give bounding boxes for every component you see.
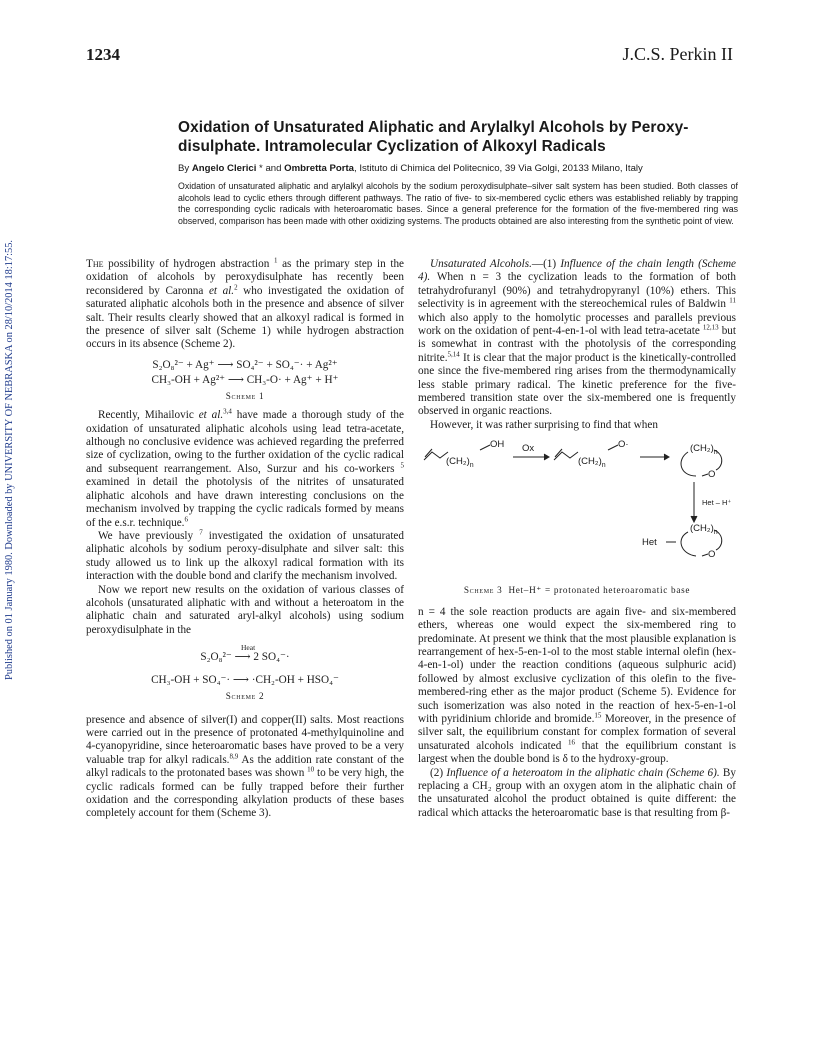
reference-mark: 2 xyxy=(234,283,238,292)
text: et al. xyxy=(198,409,224,422)
text: (Scheme 4). xyxy=(418,258,737,284)
scheme-2-caption: Scheme 2 xyxy=(225,691,265,702)
scheme-1-caption: Scheme 1 xyxy=(225,390,265,401)
section-heading: Unsaturated Alcohols. xyxy=(430,258,532,270)
right-column xyxy=(418,258,736,820)
reference-mark: 3,4 xyxy=(223,407,232,416)
reference-mark: 12,13 xyxy=(702,323,719,332)
text: n xyxy=(713,449,718,457)
paragraph-intro xyxy=(86,258,404,352)
ch2n-label-1 xyxy=(446,455,474,468)
download-notice xyxy=(4,180,20,740)
text: possibility of hydrogen abstraction xyxy=(103,258,274,270)
o-bond xyxy=(608,445,618,450)
reference-mark: 16 xyxy=(568,738,576,747)
scheme-3-diagram xyxy=(418,436,736,578)
text: presence and absence of silver(I) and copper(II) salts. Most reactions were carried out in the presence of protonated 4-methylquinoline and 4-cyanopyridine, since heteroaromatic bases have proved to be a very valuable trap for alkyl radicals. xyxy=(86,713,404,766)
text: It is clear that the major product is the kinetically-controlled one since the five-membered ring arises from the thermodynamically less stable primary radical. The kinetic preference for the five-membered transition state over the six-membered one is frequently observed in organic reactions. xyxy=(418,351,736,418)
text: Recently, Mihailovic xyxy=(98,409,199,422)
affiliation: , Istituto di Chimica del Politecnico, 39 Via Golgi, 20133 Milano, Italy xyxy=(353,163,643,174)
abstract: Oxidation of unsaturated aliphatic and arylalkyl alcohols by the sodium peroxydisulphate–silver salt system has been studied. Both classes of alcohols lead to cyclic ethers through different pathways. The ratio of five- to six-membered cyclic ethers was established reliably by trapping the corresponding cyclic radicals with heteroaromatic bases. Since a general preference for the formation of the five-membered ring was observed, comparison has been made with other oxidizing systems. The products obtained are also interesting from the synthetic point of view. xyxy=(178,181,738,226)
download-notice-text: Published on 01 January 1980. Downloaded by UNIVERSITY OF NEBRASKA on 28/10/2014 18:17:55. xyxy=(4,239,15,681)
subsection-heading: Influence of a heteroatom in the aliphatic chain xyxy=(446,766,663,779)
text: (CH₂) xyxy=(578,456,602,468)
ch2n-label-3 xyxy=(690,442,718,455)
text: but is somewhat in contrast with the photolysis of the corresponding nitrite. xyxy=(418,325,736,364)
subsection-heading: Influence of the chain length xyxy=(560,258,694,270)
reference-mark: 5,14 xyxy=(447,350,460,359)
het-h-label: Het – H⁺ xyxy=(702,498,732,508)
o-label-2: O xyxy=(708,549,716,561)
text: which also apply to the homolytic processes and parallels previous work on the oxidation of pent-4-en-1-ol with lead tetra-acetate xyxy=(418,311,736,338)
reference-mark: 7 xyxy=(199,528,203,537)
text: who investigated the oxidation of saturated aliphatic alcohols both in the presence and absence of silver salt. Their results clearly showed that an alkoxyl radical is formed in the presence of silver salt (Scheme 1) while hydrogen abstraction occurs in its absence (Scheme 2). xyxy=(86,284,404,351)
text: (Scheme 6). xyxy=(666,766,720,779)
paragraph-mihailovic xyxy=(86,409,404,530)
author-1: Angelo Clerici xyxy=(191,163,257,174)
text: Het–H⁺ = protonated heteroaromatic base xyxy=(508,585,691,596)
o-label-1: O xyxy=(708,469,716,481)
text: n xyxy=(713,529,718,537)
text: When n = 3 the cyclization leads to the formation of both tetrahydrofuranyl (90%) and tetrahydropyranyl (10%) ethers. This selectivity is in agreement with the stereochemical rules of Baldwin xyxy=(418,271,736,311)
text: n = 4 the sole reaction products are again five- and six-membered ethers, whereas one would expect the six-membered ring to predominate. At present we think that the most plausible explanation is rearrangement of hex-5-en-1-ol to the most stable internal olefin (hex-4-en-1-ol) under the reaction conditions (aqueous sulphuric acid) followed by almost exclusive cyclization of this olefin to the five-membered-ring ether as the major product (Scheme 5). Evidence for such isomerization was also noted in the reaction of hex-5-en-1-ol with pyridinium chloride and bromide. xyxy=(418,605,736,725)
scheme-1-equation-1: S₂O₈²⁻ + Ag⁺ ⟶ SO₄²⁻ + SO₄⁻· + Ag²⁺ xyxy=(152,358,338,371)
ring-1-arc xyxy=(681,452,696,476)
alkene-bond-2 xyxy=(554,452,578,460)
oh-bond xyxy=(480,445,490,450)
scheme-3-caption xyxy=(418,584,736,597)
alkene-bond xyxy=(424,452,448,460)
het-label: Het xyxy=(642,537,657,549)
journal-name: J.C.S. Perkin II xyxy=(622,44,733,64)
paragraph-new-results: Now we report new results on the oxidation of various classes of alcohols (unsaturated aliphatic with and without a heteroatom in the aliphatic chain and saturated aryl-alkyl alcohols) using sodium peroxydisulphate in the xyxy=(86,583,404,636)
text: investigated the oxidation of unsaturated aliphatic alcohols by sodium peroxy-disulphate and silver salt: this study allowed us to link up the alkoxyl radical formation with its interaction with the double bond and clarify the mechanism involved. xyxy=(86,529,404,583)
paragraph-trapping xyxy=(86,714,404,821)
reference-mark: 11 xyxy=(729,296,736,305)
paragraph-previous-work xyxy=(86,530,404,584)
text: (CH₂) xyxy=(690,523,714,535)
text: Moreover, in the presence of silver salt, the equilibrium constant for complex formation of several unsaturated alcohols indicated xyxy=(418,712,736,752)
text: have made a thorough study of the oxidation of unsaturated aliphatic alcohols using lead tetra-acetate, although no conclusive evidence was achieved regarding the preferred size of cyclization, owing to the further oxidation of the cyclic radical and subsequent rearrangement. Also, Surzur and his co-workers xyxy=(86,409,404,475)
scheme-2-equation-2: CH₃-OH + SO₄⁻· ⟶ ·CH₂-OH + HSO₄⁻ xyxy=(151,674,339,687)
text: We have previously xyxy=(98,529,200,542)
reference-mark: 1 xyxy=(273,256,278,265)
text: that the equilibrium constant is largest when the double bond is δ to the hydroxy-group. xyxy=(418,739,736,766)
oh-label: OH xyxy=(490,439,505,451)
paragraph-surprising: However, it was rather surprising to find that when xyxy=(430,418,658,431)
byline xyxy=(178,163,758,174)
text: By replacing a CH₂ group with an oxygen atom in the aliphatic chain of the unsaturated alcohol the product obtained is quite different: the radical which attacks the heteroaromatic base is that resulting from β- xyxy=(418,766,736,819)
reference-mark: 8,9 xyxy=(229,752,239,761)
text: to be very high, the cyclic radicals formed can be fully trapped before their further oxidation and the corresponding alkylation products of these bases completely account for them (Scheme 3). xyxy=(86,767,404,820)
text: (CH₂) xyxy=(690,443,714,455)
text: as the primary step in the oxidation of alcohols by peroxydisulphate has recently been reconsidered by Caronna xyxy=(86,258,405,297)
text: (CH₂) xyxy=(446,456,470,468)
text: Scheme 3 xyxy=(463,585,503,596)
author-2: Ombretta Porta xyxy=(284,163,354,174)
lead-word: The xyxy=(86,258,104,270)
left-column xyxy=(86,258,404,821)
paragraph-n4 xyxy=(418,606,736,767)
text: —(1) xyxy=(531,258,561,270)
reference-mark: 5 xyxy=(400,461,404,470)
heat-label: Heat xyxy=(241,643,256,653)
ring-2-arc xyxy=(681,532,696,556)
reference-mark: 15 xyxy=(594,711,602,720)
ch2n-label-2 xyxy=(578,455,606,468)
scheme-2-equation-1: S₂O₈²⁻ ⟶ 2 SO₄⁻· xyxy=(200,651,290,664)
text: examined in detail the photolysis of the nitrites of unsaturated aliphatic alcohols and have drawn interesting conclusions on the mechanism involved by trapping the cyclic radicals formed by means of the e.s.r. technique. xyxy=(86,476,404,529)
byline-prefix: By xyxy=(178,163,190,174)
text: (2) xyxy=(430,766,447,779)
ch2n-label-4 xyxy=(690,522,718,535)
text: n xyxy=(601,462,606,470)
article-title: Oxidation of Unsaturated Aliphatic and Arylalkyl Alcohols by Peroxy-disulphate. Intramolecular Cyclization of Alkoxyl Radicals xyxy=(178,119,689,155)
paragraph-chain-length xyxy=(418,258,736,419)
reference-mark: 6 xyxy=(184,514,188,523)
arrow-2-head xyxy=(664,454,669,460)
reference-mark: 10 xyxy=(307,765,315,774)
text: As the addition rate constant of the alkyl radicals to the protonated bases was shown xyxy=(86,753,404,780)
scheme-1-equation-2: CH₃-OH + Ag²⁺ ⟶ CH₃-O· + Ag⁺ + H⁺ xyxy=(151,373,339,386)
corresponding-mark: * and xyxy=(256,163,285,174)
arrow-1-head xyxy=(544,454,549,460)
scheme-2-equation-1-block xyxy=(86,643,404,673)
text: et al. xyxy=(208,284,235,297)
o-radical-label: O· xyxy=(618,439,629,451)
text: n xyxy=(469,462,474,470)
ox-label: Ox xyxy=(522,443,535,455)
paragraph-heteroatom xyxy=(418,767,736,821)
page-number: 1234 xyxy=(86,45,120,64)
